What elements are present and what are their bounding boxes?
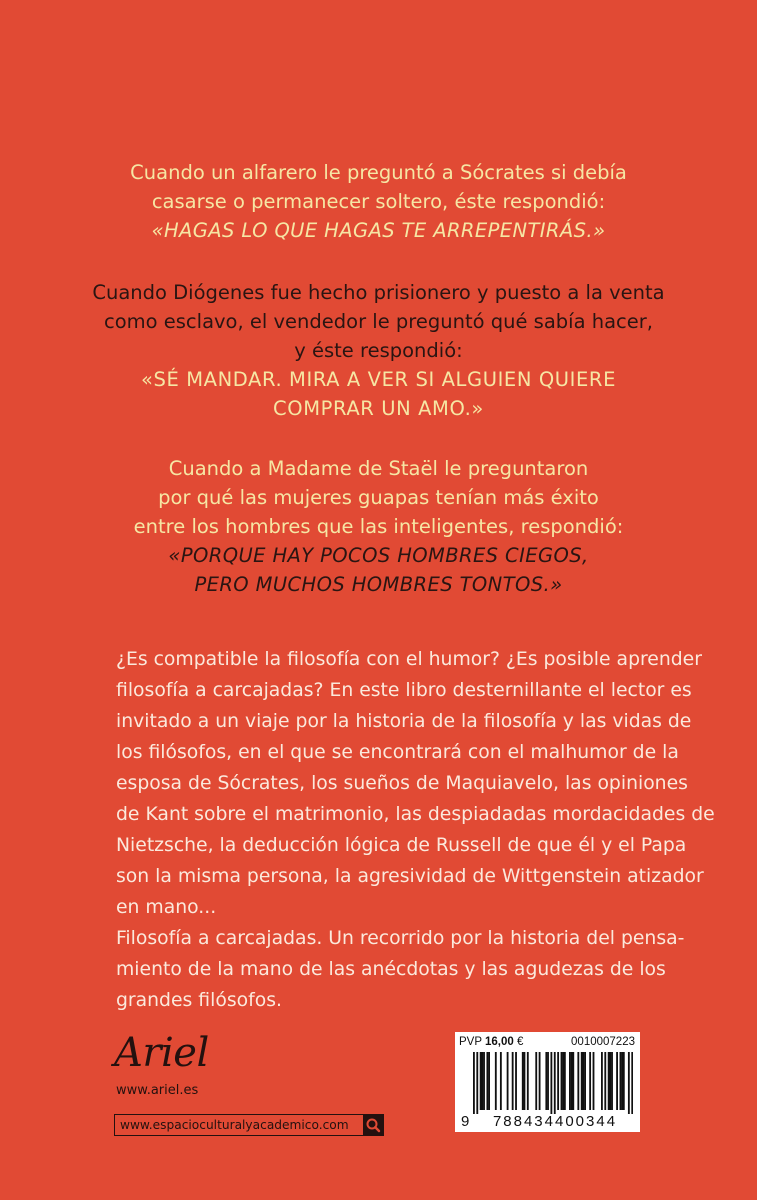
barcode-bar <box>512 1052 514 1110</box>
quote-line: y éste respondió: <box>294 339 463 362</box>
publisher-website[interactable]: www.ariel.es <box>116 1083 199 1098</box>
barcode-bar <box>557 1052 559 1110</box>
barcode-bar <box>535 1052 537 1110</box>
quote-answer: «HAGAS LO QUE HAGAS TE ARREPENTIRÁS.» <box>151 219 606 242</box>
quote-answer: «SÉ MANDAR. MIRA A VER SI ALGUIEN QUIERE <box>141 368 616 391</box>
barcode-bar <box>545 1052 547 1110</box>
barcode-bar <box>608 1052 610 1110</box>
product-code: 0010007223 <box>571 1036 635 1048</box>
barcode-bar <box>481 1052 483 1110</box>
quote-line: como esclavo, el vendedor le preguntó qué sabía hacer, <box>104 310 653 333</box>
barcode-bar <box>581 1052 583 1110</box>
quote-answer: «PORQUE HAY POCOS HOMBRES CIEGOS, <box>168 544 589 567</box>
barcode-bar <box>604 1052 606 1110</box>
barcode-bar <box>571 1052 573 1110</box>
description-line: los filósofos, en el que se encontrará con el malhumor de la <box>116 742 679 763</box>
store-url[interactable]: www.espacioculturalyacademico.com <box>120 1118 349 1132</box>
barcode-bar <box>620 1052 622 1110</box>
barcode-bar <box>495 1052 497 1110</box>
barcode-bar <box>561 1052 563 1110</box>
barcode-bar <box>577 1052 579 1110</box>
quote-line: casarse o permanecer soltero, éste respondió: <box>151 190 606 213</box>
description-line: en mano... <box>116 897 217 918</box>
barcode-bar <box>584 1052 586 1110</box>
book-description <box>116 644 715 1016</box>
description-line: grandes filósofos. <box>116 990 282 1011</box>
barcode-guard-bar <box>554 1052 556 1114</box>
barcode-bar <box>621 1052 623 1110</box>
barcode-bar <box>601 1052 603 1110</box>
quote-answer: COMPRAR UN AMO.» <box>273 397 484 420</box>
quote-diogenes <box>0 278 757 423</box>
quote-stael <box>0 454 757 599</box>
pvp-label: PVP <box>459 1036 482 1048</box>
barcode-bar <box>524 1052 526 1110</box>
search-icon[interactable] <box>363 1115 383 1135</box>
barcode-guard-bar <box>473 1052 475 1114</box>
barcode-bar <box>486 1052 488 1110</box>
store-link[interactable] <box>114 1114 384 1136</box>
description-line: son la misma persona, la agresividad de Wittgenstein atizador <box>116 866 704 887</box>
barcode-guard-bar <box>476 1052 478 1114</box>
barcode-guard-bar <box>550 1052 552 1114</box>
price-value: 16,00 <box>485 1036 514 1048</box>
description-line: esposa de Sócrates, los sueños de Maquiavelo, las opiniones <box>116 773 688 794</box>
quote-line: Cuando un alfarero le preguntó a Sócrates si debía <box>130 161 627 184</box>
barcode-bar <box>507 1052 509 1110</box>
quote-line: Cuando a Madame de Staël le preguntaron <box>168 457 589 480</box>
quote-line: Cuando Diógenes fue hecho prisionero y puesto a la venta <box>92 281 665 304</box>
currency: € <box>517 1036 524 1048</box>
barcode-guard-bar <box>628 1052 630 1114</box>
quote-socrates <box>0 158 757 245</box>
description-line: filosofía a carcajadas? En este libro desternillante el lector es <box>116 680 692 701</box>
description-line: Filosofía a carcajadas. Un recorrido por la historia del pensa- <box>116 928 685 949</box>
ean-digits: 788434400344 <box>492 1113 618 1130</box>
barcode-bar <box>483 1052 485 1110</box>
description-line: de Kant sobre el matrimonio, las despiadadas mordacidades de <box>116 804 715 825</box>
barcode-bar <box>582 1052 584 1110</box>
barcode-bar <box>527 1052 529 1110</box>
quote-line: entre los hombres que las inteligentes, respondió: <box>133 515 624 538</box>
barcode-bar <box>589 1052 591 1110</box>
barcode-bar <box>611 1052 613 1110</box>
description-line: invitado a un viaje por la historia de la filosofía y las vidas de <box>116 711 692 732</box>
barcode-bar <box>616 1052 618 1110</box>
barcode-bar <box>547 1052 549 1110</box>
description-line: miento de la mano de las anécdotas y las agudezas de los <box>116 959 666 980</box>
barcode-bar <box>522 1052 524 1110</box>
ean-first-digit: 9 <box>461 1113 470 1130</box>
publisher-logo: Ariel <box>114 1030 209 1076</box>
price-line <box>459 1036 523 1048</box>
barcode-bar <box>539 1052 541 1110</box>
barcode-bar <box>488 1052 490 1110</box>
description-line: ¿Es compatible la filosofía con el humor? ¿Es posible aprender <box>116 649 702 670</box>
barcode-bar <box>593 1052 595 1110</box>
barcode-label <box>455 1032 640 1132</box>
barcode-bar <box>562 1052 564 1110</box>
barcode-bar <box>569 1052 571 1110</box>
barcode-bar <box>515 1052 517 1110</box>
quote-answer: PERO MUCHOS HOMBRES TONTOS.» <box>194 573 563 596</box>
barcode-bar <box>480 1052 482 1110</box>
barcode-bars <box>473 1052 633 1114</box>
quote-line: por qué las mujeres guapas tenían más éxito <box>158 486 599 509</box>
barcode-bar <box>500 1052 502 1110</box>
barcode-bar <box>564 1052 566 1110</box>
barcode-bar <box>623 1052 625 1110</box>
barcode-bar <box>572 1052 574 1110</box>
description-line: Nietzsche, la deducción lógica de Russell de que él y el Papa <box>116 835 687 856</box>
barcode-guard-bar <box>631 1052 633 1114</box>
barcode-bar <box>609 1052 611 1110</box>
